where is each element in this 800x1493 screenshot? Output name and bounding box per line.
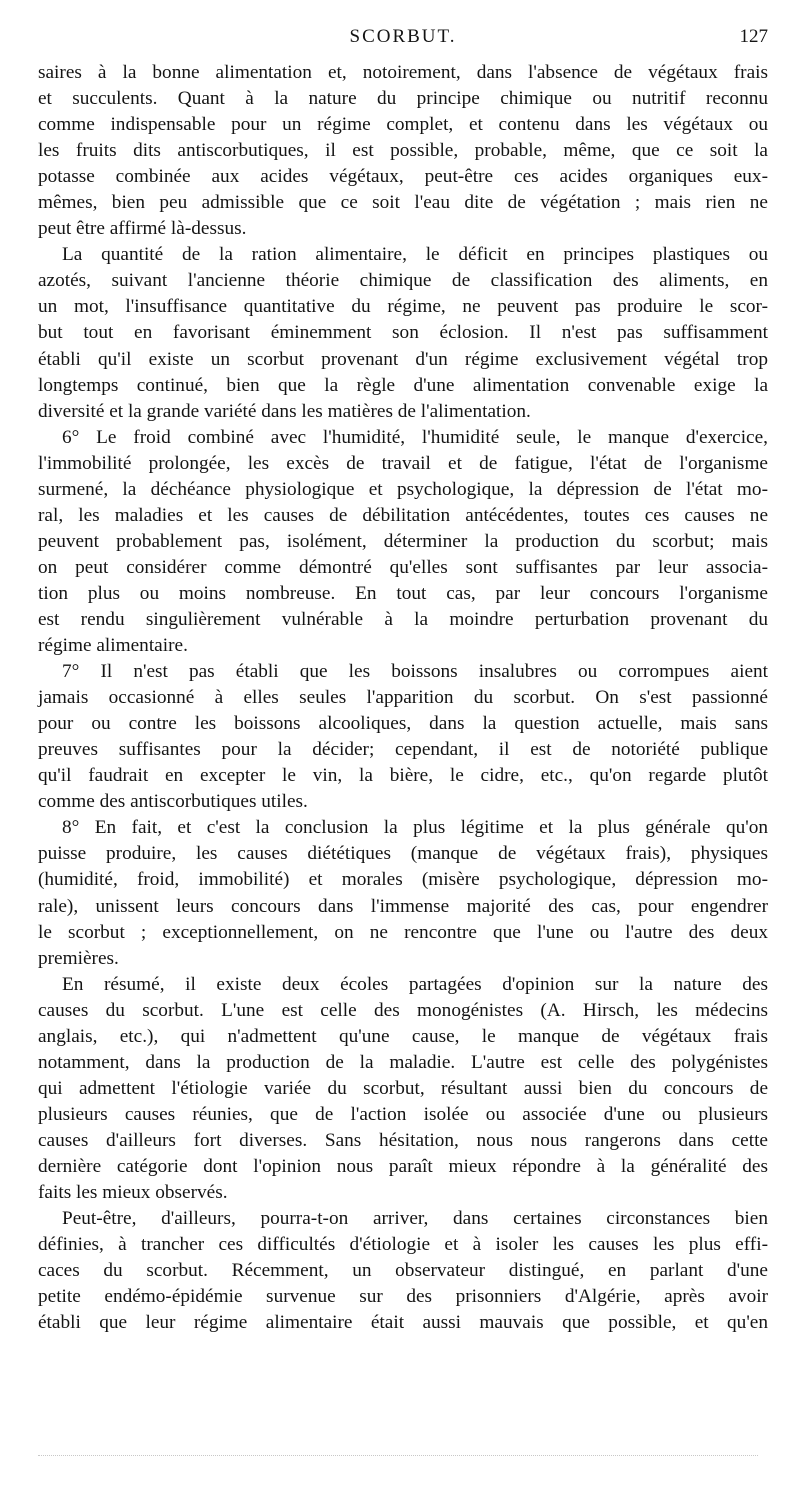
text-line: caces du scorbut. Récemment, un observateur distingué, en parlant d'une — [38, 1260, 768, 1282]
text-line: 8° En fait, et c'est la conclusion la plus légitime et la plus générale qu'on — [62, 817, 768, 839]
text-line: Peut-être, d'ailleurs, pourra-t-on arriver, dans certaines circonstances bien — [62, 1208, 768, 1230]
text-line: jamais occasionné à elles seules l'apparition du scorbut. On s'est passionné — [38, 687, 768, 709]
text-line: preuves suffisantes pour la décider; cependant, il est de notoriété publique — [38, 739, 768, 761]
text-line: définies, à trancher ces difficultés d'étiologie et à isoler les causes les plus effi- — [38, 1234, 768, 1256]
text-line: qu'il faudrait en excepter le vin, la bière, le cidre, etc., qu'on regarde plutôt — [38, 765, 768, 787]
running-head: SCORBUT. — [349, 26, 457, 47]
text-line: comme des antiscorbutiques utiles. — [38, 791, 308, 813]
text-line: l'immobilité prolongée, les excès de travail et de fatigue, l'état de l'organisme — [38, 452, 768, 474]
text-line: faits les mieux observés. — [38, 1182, 228, 1204]
text-line: on peut considérer comme démontré qu'elles sont suffisantes par leur associa- — [38, 556, 768, 578]
text-line: La quantité de la ration alimentaire, le déficit en principes plastiques ou — [62, 244, 768, 266]
page-header — [38, 26, 768, 56]
text-line: (humidité, froid, immobilité) et morales (misère psychologique, dépression mo- — [38, 869, 768, 891]
text-line: ral, les maladies et les causes de débilitation antécédentes, toutes ces causes ne — [38, 504, 768, 526]
text-line: but tout en favorisant éminemment son éclosion. Il n'est pas suffisamment — [38, 322, 768, 344]
text-line: notamment, dans la production de la maladie. L'autre est celle des polygénistes — [38, 1051, 768, 1073]
text-line: établi qu'il existe un scorbut provenant d'un régime exclusivement végétal trop — [38, 348, 768, 370]
text-line: 6° Le froid combiné avec l'humidité, l'humidité seule, le manque d'exercice, — [62, 426, 768, 448]
text-line: établi que leur régime alimentaire était aussi mauvais que possible, et qu'en — [38, 1312, 768, 1334]
text-line: premières. — [38, 947, 119, 969]
text-line: les fruits dits antiscorbutiques, il est possible, probable, même, que ce soit la — [38, 140, 768, 162]
text-line: pour ou contre les boissons alcooliques, dans la question actuelle, mais sans — [38, 713, 768, 735]
text-line: diversité et la grande variété dans les matières de l'alimentation. — [38, 400, 531, 422]
text-line: saires à la bonne alimentation et, notoirement, dans l'absence de végétaux frais — [38, 62, 768, 83]
text-line: 7° Il n'est pas établi que les boissons insalubres ou corrompues aient — [62, 661, 768, 683]
text-line: azotés, suivant l'ancienne théorie chimique de classification des aliments, en — [38, 270, 768, 292]
text-line: est rendu singulièrement vulnérable à la moindre perturbation provenant du — [38, 608, 768, 630]
text-line: anglais, etc.), qui n'admettent qu'une cause, le manque de végétaux frais — [38, 1025, 768, 1047]
text-line: causes d'ailleurs fort diverses. Sans hésitation, nous nous rangerons dans cette — [38, 1129, 768, 1151]
text-line: puisse produire, les causes diététiques (manque de végétaux frais), physiques — [38, 843, 768, 865]
text-line: rale), unissent leurs concours dans l'immense majorité des cas, pour engendrer — [38, 895, 768, 917]
text-line: dernière catégorie dont l'opinion nous paraît mieux répondre à la généralité des — [38, 1155, 768, 1177]
text-line: plusieurs causes réunies, que de l'action isolée ou associée d'une ou plusieurs — [38, 1103, 768, 1125]
scan-artifact-divider — [38, 1455, 758, 1460]
page-number: 127 — [739, 26, 768, 47]
text-line: potasse combinée aux acides végétaux, peut-être ces acides organiques eux- — [38, 166, 768, 188]
text-line: petite endémo-épidémie survenue sur des prisonniers d'Algérie, après avoir — [38, 1286, 768, 1308]
text-line: peut être affirmé là-dessus. — [38, 218, 247, 240]
text-line: causes du scorbut. L'une est celle des monogénistes (A. Hirsch, les médecins — [38, 999, 768, 1021]
text-line: tion plus ou moins nombreuse. En tout cas, par leur concours l'organisme — [38, 582, 768, 604]
text-line: et succulents. Quant à la nature du principe chimique ou nutritif reconnu — [38, 88, 768, 110]
text-line: le scorbut ; exceptionnellement, on ne rencontre que l'une ou l'autre des deux — [38, 921, 768, 943]
text-line: comme indispensable pour un régime complet, et contenu dans les végétaux ou — [38, 114, 768, 136]
text-line: surmené, la déchéance physiologique et psychologique, la dépression de l'état mo- — [38, 478, 768, 500]
text-line: mêmes, bien peu admissible que ce soit l'eau dite de végétation ; mais rien ne — [38, 192, 768, 214]
body-text — [38, 60, 768, 1336]
text-line: régime alimentaire. — [38, 635, 188, 657]
text-line: En résumé, il existe deux écoles partagées d'opinion sur la nature des — [62, 973, 768, 995]
text-line: un mot, l'insuffisance quantitative du régime, ne peuvent pas produire le scor- — [38, 296, 768, 318]
text-line: peuvent probablement pas, isolément, déterminer la production du scorbut; mais — [38, 530, 768, 552]
text-line: qui admettent l'étiologie variée du scorbut, résultant aussi bien du concours de — [38, 1077, 768, 1099]
text-line: longtemps continué, bien que la règle d'une alimentation convenable exige la — [38, 374, 768, 396]
